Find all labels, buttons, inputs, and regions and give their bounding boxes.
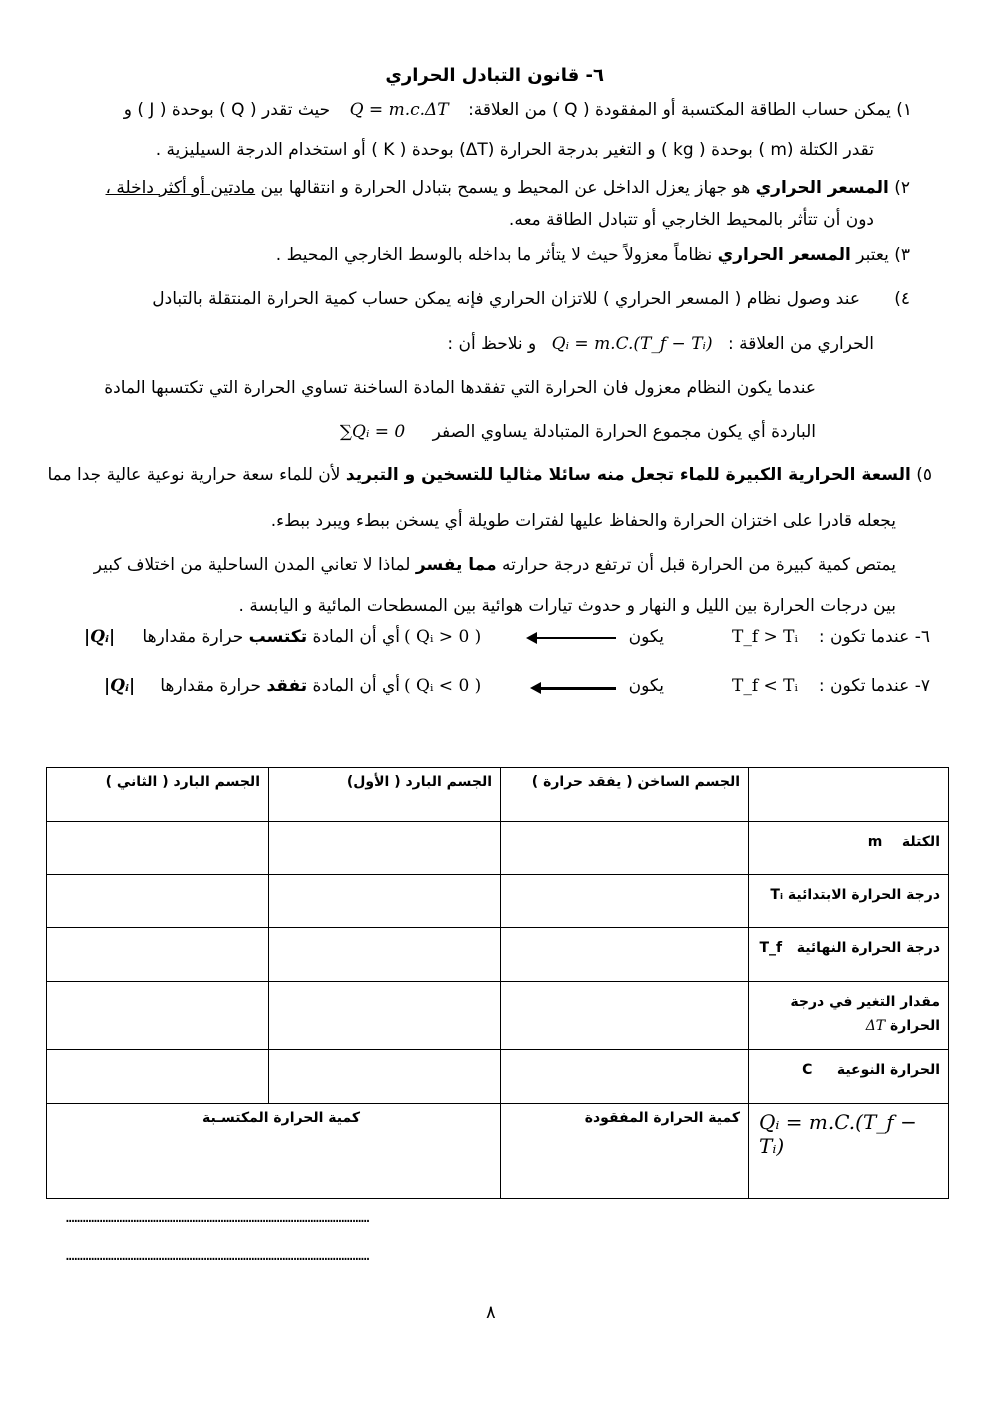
heat-exchange-table <box>46 767 949 1199</box>
item-3-bold-term: المسعر الحراري <box>717 245 851 265</box>
footer-lost-heat[interactable]: كمية الحرارة المفقودة <box>501 1104 749 1199</box>
table-row <box>47 822 949 875</box>
header-hot-body: الجسم الساخن ( يفقد حرارة ) <box>501 768 749 822</box>
row-symbol: C <box>802 1062 813 1078</box>
item-4-line-2 <box>447 332 874 356</box>
cell-input[interactable] <box>269 875 501 928</box>
case-6-text-a: أي أن المادة <box>307 627 400 647</box>
cell-input[interactable] <box>269 928 501 982</box>
row-label-text: الكتلة <box>901 834 940 850</box>
row-label-mass <box>749 822 949 875</box>
cell-input[interactable] <box>501 982 749 1050</box>
cell-input[interactable] <box>501 1050 749 1104</box>
row-label-text: درجة الحرارة النهائية <box>796 940 940 956</box>
row-label-initial-temp <box>749 875 949 928</box>
cell-input[interactable] <box>47 982 269 1050</box>
table-row <box>47 982 949 1050</box>
case-6-condition: T_f > Tᵢ <box>732 627 798 647</box>
item-4-line-3: عندما يكون النظام معزول فان الحرارة التي تفقدها المادة الساخنة تساوي الحرارة التي تكتسبها المادة <box>104 378 816 398</box>
item-4-text-c: الباردة أي يكون مجموع الحرارة المتبادلة يساوي الصفر <box>432 422 816 442</box>
item-3-text-b: نظاماً معزولاً حيث لا يتأثر ما بداخله بالوسط الخارجي المحيط . <box>275 245 718 265</box>
case-7-prefix: ٧- عندما تكون : <box>818 676 930 696</box>
item-5-text-3b: لماذا لا تعاني المدن الساحلية من اختلاف كبير <box>93 555 416 575</box>
item-4-number: ٤) <box>894 289 910 309</box>
table-header-row <box>47 768 949 822</box>
cell-input[interactable] <box>269 822 501 875</box>
section-title: ٦- قانون التبادل الحراري <box>385 65 604 86</box>
table-row <box>47 928 949 982</box>
item-5-bold-3: مما يفسر <box>415 555 497 575</box>
case-7-text <box>160 674 400 698</box>
item-5-line-2: يجعله قادرا على اختزان الحرارة والحفاظ عليها لفترات طويلة أي يسخن ببطء ويبرد ببطء. <box>270 511 896 531</box>
cell-input[interactable] <box>47 822 269 875</box>
case-7-arrow <box>540 687 616 690</box>
cell-input[interactable] <box>47 928 269 982</box>
footer-formula: Qᵢ = m.C.(T_f − Tᵢ) <box>759 1110 917 1158</box>
item-3-line <box>276 243 910 267</box>
case-6-text-b: حرارة مقدارها <box>142 627 249 647</box>
header-empty-cell <box>749 768 949 822</box>
item-5-line-3 <box>94 553 896 577</box>
item-1-line-2: تقدر الكتلة (m ) بوحدة ( kg ) و التغير بدرجة الحرارة (ΔT) بوحدة ( K ) أو استخدام الدرجة السيليزية . <box>155 140 874 160</box>
row-symbol: Tᵢ <box>770 887 784 903</box>
item-2-line-1 <box>106 176 910 200</box>
row-label-text: مقدار التغير في درجة الحرارة <box>790 994 940 1034</box>
cell-input[interactable] <box>501 928 749 982</box>
item-1-line-1 <box>124 98 912 122</box>
row-symbol: ΔT <box>865 1018 886 1034</box>
case-7-magnitude: |Qᵢ| <box>104 676 136 696</box>
item-4-formula: Qᵢ = m.C.(T_f − Tᵢ) <box>551 334 713 354</box>
row-symbol: m <box>867 834 883 850</box>
item-1-formula: Q = m.c.ΔT <box>349 100 449 120</box>
item-4-text-b: و نلاحظ أن : <box>447 334 537 354</box>
case-7-condition: T_f < Tᵢ <box>732 676 798 696</box>
cell-input[interactable] <box>47 1050 269 1104</box>
item-1-text-b: حيث تقدر ( Q ) بوحدة ( J ) و <box>123 100 331 120</box>
cell-input[interactable] <box>269 1050 501 1104</box>
table-row <box>47 1050 949 1104</box>
row-label-specific-heat <box>749 1050 949 1104</box>
item-5-number: ٥) <box>916 465 932 485</box>
footer-formula-cell <box>749 1104 949 1199</box>
answer-dotted-line-1[interactable]: ……………………………………………………………………………………………… <box>66 1210 370 1226</box>
case-7-bold: تفقد <box>266 676 308 696</box>
row-label-final-temp <box>749 928 949 982</box>
item-4-line-1: عند وصول نظام ( المسعر الحراري ) للاتزان الحراري فإنه يمكن حساب كمية الحرارة المنتقلة بالتبادل <box>152 289 860 309</box>
item-4-line-4 <box>340 420 816 444</box>
case-6-text <box>142 625 400 649</box>
case-6-prefix: ٦- عندما تكون : <box>818 627 930 647</box>
case-6-bold: تكتسب <box>248 627 308 647</box>
case-6-magnitude: |Qᵢ| <box>84 627 116 647</box>
footer-gained-heat[interactable]: كمية الحرارة المكتسـبة <box>47 1104 501 1199</box>
item-4-text-a: الحراري من العلاقة : <box>728 334 874 354</box>
cell-input[interactable] <box>47 875 269 928</box>
item-5-text-1: لأن للماء سعة حرارية نوعية عالية جدا مما <box>47 465 346 485</box>
item-5-line-1 <box>48 463 933 487</box>
answer-dotted-line-2[interactable]: ……………………………………………………………………………………………… <box>66 1248 370 1264</box>
table-row <box>47 875 949 928</box>
item-2-number: ٢) <box>894 178 910 198</box>
row-label-temp-change <box>749 982 949 1050</box>
case-6-yakoon: يكون <box>628 627 664 647</box>
table-footer-row <box>47 1104 949 1199</box>
row-label-text: درجة الحرارة الابتدائية <box>787 887 940 903</box>
item-2-text: هو جهاز يعزل الداخل عن المحيط و يسمح بتبادل الحرارة و انتقالها بين <box>255 178 756 198</box>
case-6-sign: ( Qᵢ > 0 ) <box>404 627 482 647</box>
case-7-text-b: حرارة مقدارها <box>160 676 267 696</box>
row-symbol: T_f <box>759 940 783 956</box>
case-7-text-a: أي أن المادة <box>307 676 400 696</box>
item-2-bold-term: المسعر الحراري <box>755 178 889 198</box>
case-7-yakoon: يكون <box>628 676 664 696</box>
item-1-text-a: ١) يمكن حساب الطاقة المكتسبة أو المفقودة ( Q ) من العلاقة: <box>468 100 912 120</box>
header-cold-body-2: الجسم البارد ( الثاني ) <box>47 768 269 822</box>
row-label-text: الحرارة النوعية <box>836 1062 940 1078</box>
item-5-line-4: بين درجات الحرارة بين الليل و النهار و حدوث تيارات هوائية بين المسطحات المائية و اليابسة . <box>238 596 896 616</box>
item-2-underlined: مادتين أو أكثر داخلة ، <box>105 178 256 198</box>
case-7-sign: ( Qᵢ < 0 ) <box>404 676 482 696</box>
item-4-sum: ∑Qᵢ = 0 <box>339 422 406 442</box>
item-3-text-a: ٣) يعتبر <box>850 245 910 265</box>
item-5-text-3a: يمتص كمية كبيرة من الحرارة قبل أن ترتفع درجة حرارته <box>496 555 896 575</box>
page-number: ٨ <box>486 1302 496 1323</box>
case-6-arrow <box>536 637 616 639</box>
cell-input[interactable] <box>501 875 749 928</box>
item-2-line-2: دون أن تتأثر بالمحيط الخارجي أو تتبادل الطاقة معه. <box>508 210 874 230</box>
header-cold-body-1: الجسم البارد ( الأول) <box>269 768 501 822</box>
cell-input[interactable] <box>501 822 749 875</box>
cell-input[interactable] <box>269 982 501 1050</box>
item-5-bold: السعة الحرارية الكبيرة للماء تجعل منه سائلا مثاليا للتسخين و التبريد <box>345 465 911 485</box>
